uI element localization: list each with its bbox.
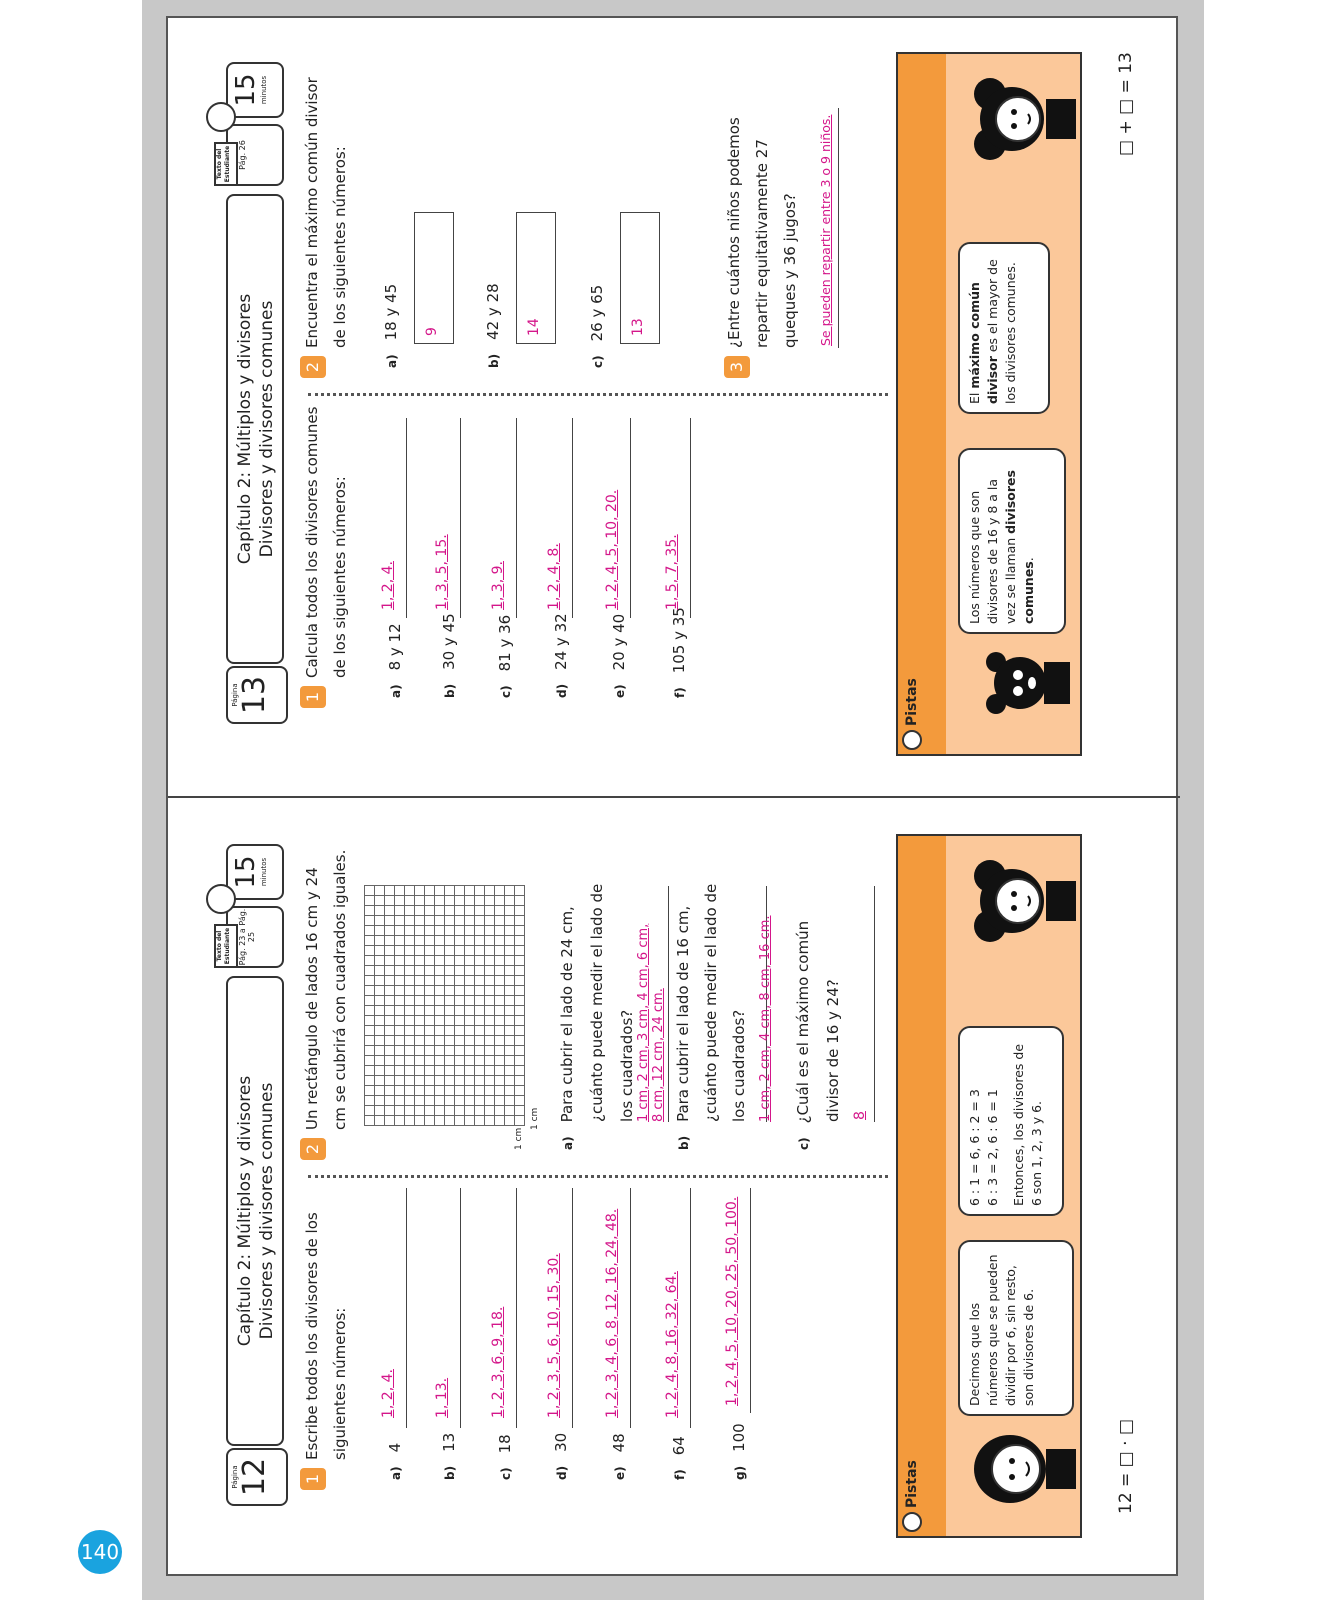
question-line: Un rectángulo de lados 16 cm y 24 — [303, 867, 321, 1130]
dotted-separator — [308, 1175, 888, 1178]
texto-estudiante-badge: Texto del Estudiante — [214, 924, 238, 968]
item-letter: a) — [385, 354, 399, 368]
answer-text: 8 cm, 12 cm, 24 cm. — [651, 988, 666, 1122]
item-letter: f) — [673, 687, 687, 698]
bottom-equation: 12 = □ · □ — [1116, 1418, 1136, 1514]
list-item — [496, 615, 514, 698]
item-number: 24 y 32 — [552, 613, 570, 670]
chapter-title-line1: Capítulo 2: Múltiplos y divisores — [235, 1075, 255, 1347]
answer-text: 8 — [852, 1111, 868, 1120]
timer-label: minutos — [260, 857, 268, 887]
item-number: 18 y 45 — [382, 283, 400, 341]
item-letter: a) — [561, 1136, 575, 1150]
answer-text: 1, 2, 4, 8, 16, 32, 64. — [664, 1271, 680, 1418]
answer-text: 1, 2, 4, 5, 10, 20. — [604, 489, 620, 610]
girl-pointing-icon — [960, 1424, 1078, 1514]
bottom-equation: □ + □ = 13 — [1116, 52, 1136, 156]
timer-box — [226, 844, 284, 900]
list-item — [484, 283, 502, 368]
speech-bubble — [958, 448, 1066, 634]
chapter-title — [226, 194, 284, 664]
page-label: Página — [231, 683, 239, 707]
answer-box[interactable] — [414, 212, 454, 344]
item-number: 105 y 35 — [670, 607, 688, 674]
question-line: ¿cuánto puede medir el lado de — [588, 883, 606, 1122]
book-spread — [166, 16, 1178, 1576]
item-letter: a) — [389, 1466, 403, 1480]
item-letter: b) — [487, 353, 501, 368]
item-number: 30 — [552, 1432, 570, 1452]
question-text — [298, 77, 354, 348]
hints-label: Pistas — [904, 1460, 920, 1508]
hints-panel — [896, 834, 1082, 1538]
chapter-title-line1: Capítulo 2: Múltiplos y divisores — [235, 293, 255, 565]
question-number: 1 — [300, 686, 326, 708]
question-line: ¿cuánto puede medir el lado de — [702, 883, 720, 1122]
list-item — [386, 1443, 404, 1480]
subquestion-b — [674, 906, 692, 1150]
magnifier-icon — [902, 730, 922, 750]
chapter-title-line2: Divisores y divisores comunes — [257, 1082, 277, 1340]
page-num: 12 — [237, 1457, 272, 1497]
hints-band — [898, 54, 946, 754]
list-item — [496, 1434, 514, 1480]
question-number: 1 — [300, 1468, 326, 1490]
question-line: Para cubrir el lado de 16 cm, — [674, 905, 692, 1122]
magnifier-icon — [902, 1512, 922, 1532]
unit-label-vertical: 1 cm — [514, 1127, 524, 1150]
unit-label-horizontal: 1 cm — [530, 1107, 540, 1130]
bubble-text: El — [967, 388, 982, 404]
list-item — [730, 1423, 748, 1480]
answer-text: 1 cm, 2 cm, 3 cm, 4 cm, 6 cm, — [636, 923, 651, 1122]
answer-text: 1, 3, 5, 15. — [434, 534, 450, 610]
question-number: 2 — [300, 356, 326, 378]
question-line: ¿Entre cuántos niños podemos — [725, 117, 743, 348]
subquestion-c — [794, 921, 812, 1150]
question-number: 3 — [724, 356, 750, 378]
chapter-title — [226, 976, 284, 1446]
question-line: cm se cubrirá con cuadrados iguales. — [331, 849, 349, 1130]
item-number: 81 y 36 — [496, 614, 514, 672]
page-label: Página — [231, 1465, 239, 1489]
item-letter: d) — [555, 1465, 569, 1480]
item-letter: b) — [443, 1465, 457, 1480]
item-number: 13 — [440, 1432, 458, 1452]
item-letter: d) — [555, 683, 569, 698]
item-letter: c) — [499, 1467, 513, 1480]
list-item — [610, 1433, 628, 1480]
list-item — [552, 1433, 570, 1480]
item-letter: c) — [499, 685, 513, 698]
answer-text: 1, 2, 4. — [380, 1369, 396, 1418]
question-line: ¿Cuál es el máximo común — [794, 920, 812, 1124]
list-item — [670, 1436, 688, 1480]
page-box — [226, 1448, 288, 1506]
answer-text: 1, 13. — [434, 1377, 450, 1418]
page-num: 13 — [237, 675, 272, 715]
item-number: 48 — [610, 1433, 628, 1453]
bubble-line: Entonces, los divisores de 6 son 1, 2, 3 y 6. — [1011, 1043, 1044, 1206]
list-item — [440, 1433, 458, 1480]
answer-text: 14 — [526, 318, 542, 336]
answer-text: 1, 2, 3, 5, 6, 10, 15, 30. — [546, 1253, 562, 1418]
alarm-clock-icon — [206, 884, 236, 914]
question-line: los cuadrados? — [730, 1009, 748, 1122]
timer-minutes: 15 — [231, 855, 261, 889]
list-item — [440, 613, 458, 698]
item-letter: b) — [443, 683, 457, 698]
list-item — [386, 623, 404, 698]
subquestion-a — [558, 906, 576, 1150]
timer-label: minutos — [260, 75, 268, 105]
answer-text: 9 — [424, 327, 440, 336]
question-line: siguientes números: — [331, 1307, 349, 1460]
answer-text: 1, 3, 9. — [490, 561, 506, 610]
chapter-title-line2: Divisores y divisores comunes — [257, 300, 277, 558]
question-line: Calcula todos los divisores comunes — [303, 406, 321, 678]
list-item — [610, 614, 628, 698]
texto-estudiante-badge: Texto del Estudiante — [214, 142, 238, 186]
squared-grid — [364, 885, 525, 1126]
item-number: 64 — [670, 1436, 688, 1456]
answer-text: 1, 2, 3, 6, 9, 18. — [490, 1306, 506, 1418]
bubble-text: . — [1021, 557, 1036, 562]
answer-text: 1 cm, 2 cm, 4 cm, 8 cm, 16 cm. — [758, 915, 773, 1122]
answer-text: 1, 2, 4, 5, 10, 20, 25, 50, 100. — [724, 1196, 740, 1406]
dotted-separator — [308, 393, 888, 396]
page-box — [226, 666, 288, 724]
question-line: de los siguientes números: — [331, 476, 349, 678]
item-number: 42 y 28 — [484, 283, 502, 340]
question-line: queques y 36 jugos? — [781, 193, 799, 348]
item-letter: e) — [613, 1466, 627, 1480]
item-number: 4 — [386, 1442, 404, 1453]
timer-minutes: 15 — [231, 73, 261, 107]
right-page — [168, 16, 1180, 796]
answer-text: 1, 2, 3, 4, 6, 8, 12, 16, 24, 48. — [604, 1208, 620, 1418]
answer-text: Se pueden repartir entre 3 o 9 niños. — [818, 114, 833, 346]
item-letter: f) — [673, 1469, 687, 1480]
answer-text: 1, 2, 4. — [380, 561, 396, 610]
item-number: 20 y 40 — [610, 613, 628, 671]
panda-icon — [982, 648, 1072, 718]
bubble-bold-term: máximo común divisor — [967, 282, 1000, 404]
question-line: Para cubrir el lado de 24 cm, — [558, 906, 576, 1123]
item-letter: e) — [613, 684, 627, 698]
texto-pages: Pág. 23 a Pág. 25 — [238, 908, 256, 966]
list-item — [670, 607, 688, 698]
question-line: Encuentra el máximo común divisor — [303, 77, 321, 348]
texto-pages: Pág. 26 — [238, 140, 247, 170]
question-text — [298, 407, 354, 678]
hints-band — [898, 836, 946, 1536]
left-page — [168, 798, 1180, 1578]
bubble-bold-term: divisores comunes — [1003, 470, 1036, 624]
list-item — [382, 284, 400, 368]
bubble-text: es el mayor de los divisores comunes. — [985, 259, 1018, 404]
question-text — [720, 117, 804, 348]
item-letter: g) — [733, 1465, 747, 1480]
question-line: los cuadrados? — [618, 1009, 636, 1122]
question-text — [298, 850, 354, 1130]
hints-label: Pistas — [904, 678, 920, 726]
question-text — [298, 1212, 354, 1460]
bubble-line: 6 : 3 = 2, 6 : 6 = 1 — [985, 1089, 1000, 1206]
texto-estudiante-box — [216, 124, 284, 186]
question-line: divisor de 16 y 24? — [824, 979, 842, 1122]
question-line: repartir equitativamente 27 — [753, 139, 771, 348]
item-number: 18 — [496, 1434, 514, 1454]
answer-line[interactable] — [646, 886, 669, 1122]
item-number: 30 y 45 — [440, 613, 458, 670]
item-letter: c) — [797, 1137, 811, 1150]
page-number-badge: 140 — [78, 1530, 122, 1574]
item-letter: b) — [677, 1135, 691, 1150]
answer-text: 1, 5, 7, 35. — [664, 534, 680, 610]
question-line: Escribe todos los divisores de los — [303, 1212, 321, 1460]
item-letter: c) — [591, 355, 605, 368]
item-number: 100 — [730, 1423, 748, 1452]
list-item — [588, 285, 606, 368]
question-number: 2 — [300, 1138, 326, 1160]
answer-line[interactable] — [852, 886, 875, 1122]
girl-thinking-icon — [960, 856, 1078, 946]
item-number: 8 y 12 — [386, 623, 404, 671]
item-number: 26 y 65 — [588, 284, 606, 342]
answer-text: 1, 2, 4, 8. — [546, 543, 562, 610]
girl-thinking-icon — [960, 74, 1078, 164]
list-item — [552, 613, 570, 698]
bubble-line: 6 : 1 = 6, 6 : 2 = 3 — [967, 1089, 982, 1206]
rotated-spread — [168, 18, 1180, 1578]
bubble-text: Los números que son divisores de 16 y 8 a la vez se llaman — [967, 478, 1018, 624]
answer-text: 13 — [630, 318, 646, 336]
item-letter: a) — [389, 684, 403, 698]
speech-bubble — [958, 242, 1050, 414]
timer-box — [226, 62, 284, 118]
alarm-clock-icon — [206, 102, 236, 132]
texto-estudiante-box — [216, 906, 284, 968]
speech-bubble — [958, 1026, 1064, 1216]
speech-bubble: Decimos que los números que se pueden dividir por 6, sin resto, son divisores de 6. — [958, 1240, 1074, 1416]
question-line: de los siguientes números: — [331, 146, 349, 348]
hints-panel — [896, 52, 1082, 756]
